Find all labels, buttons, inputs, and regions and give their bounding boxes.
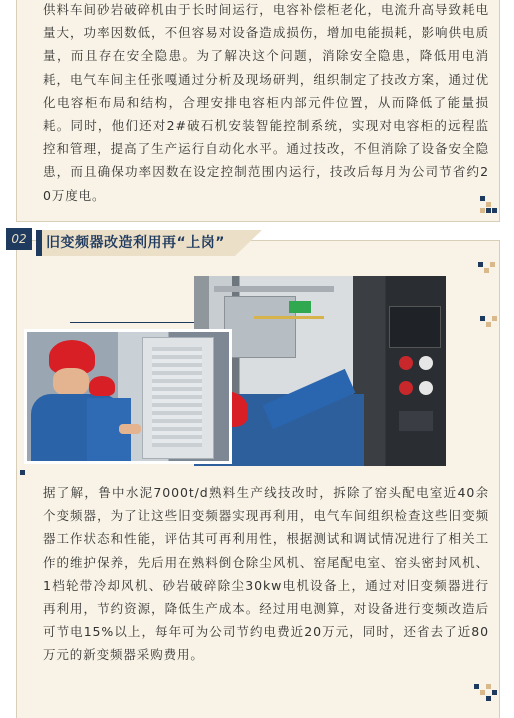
article-paragraph-1: 供料车间砂岩破碎机由于长时间运行，电容补偿柜老化，电流升高导致耗电量大，功率因数低，不但容易对设备造成损伤，增加电能损耗，影响供电质量，而且存在安全隐患。为了解决这个问题，消除安全隐患，降低用电消耗，电气车间主任张嘎通过分析及现场研判，组织制定了技改方案，通过优化电容柜布局和结构，合理安排电容柜内部元件位置，从而降低了能量损耗。同时，他们还对2#破石机安装智能控制系统，实现对电容柜的远程监控和管理，提高了生产运行自动化水平。通过技改，不但消除了设备安全隐患，而且确保功率因数在设定控制范围内运行，技改后每月为公司节省约20万度电。 — [43, 2, 489, 203]
article-paragraph-2: 据了解，鲁中水泥7000t/d熟料生产线技改时，拆除了窑头配电室近40余个变频器，为了让这些旧变频器实现再利用，电气车间组织检查这些旧变频器工作状态和性能，评估其可再利用性，根据测试和调试情况进行了相关工作的维护保养，先后用在熟料倒仓除尘风机、窑尾配电室、窑头密封风机、1档轮带冷却风机、砂岩破碎除尘30kw电机设备上，通过对旧变频器进行再利用，节约资源，降低生产成本。经过用电测算，对设备进行变频改造后可节电15%以上，每年可为公司节约电费近20万元，同时，还省去了近80万元的新变频器采购费用。 — [43, 485, 489, 663]
section-accent — [36, 230, 42, 256]
section-number: 02 — [6, 228, 32, 250]
decorative-rule — [70, 322, 200, 323]
section-header — [6, 228, 262, 258]
photo-technicians-inspecting — [24, 329, 232, 464]
content-card-top — [16, 0, 500, 222]
section-title: 旧变频器改造利用再“上岗” — [46, 235, 225, 251]
